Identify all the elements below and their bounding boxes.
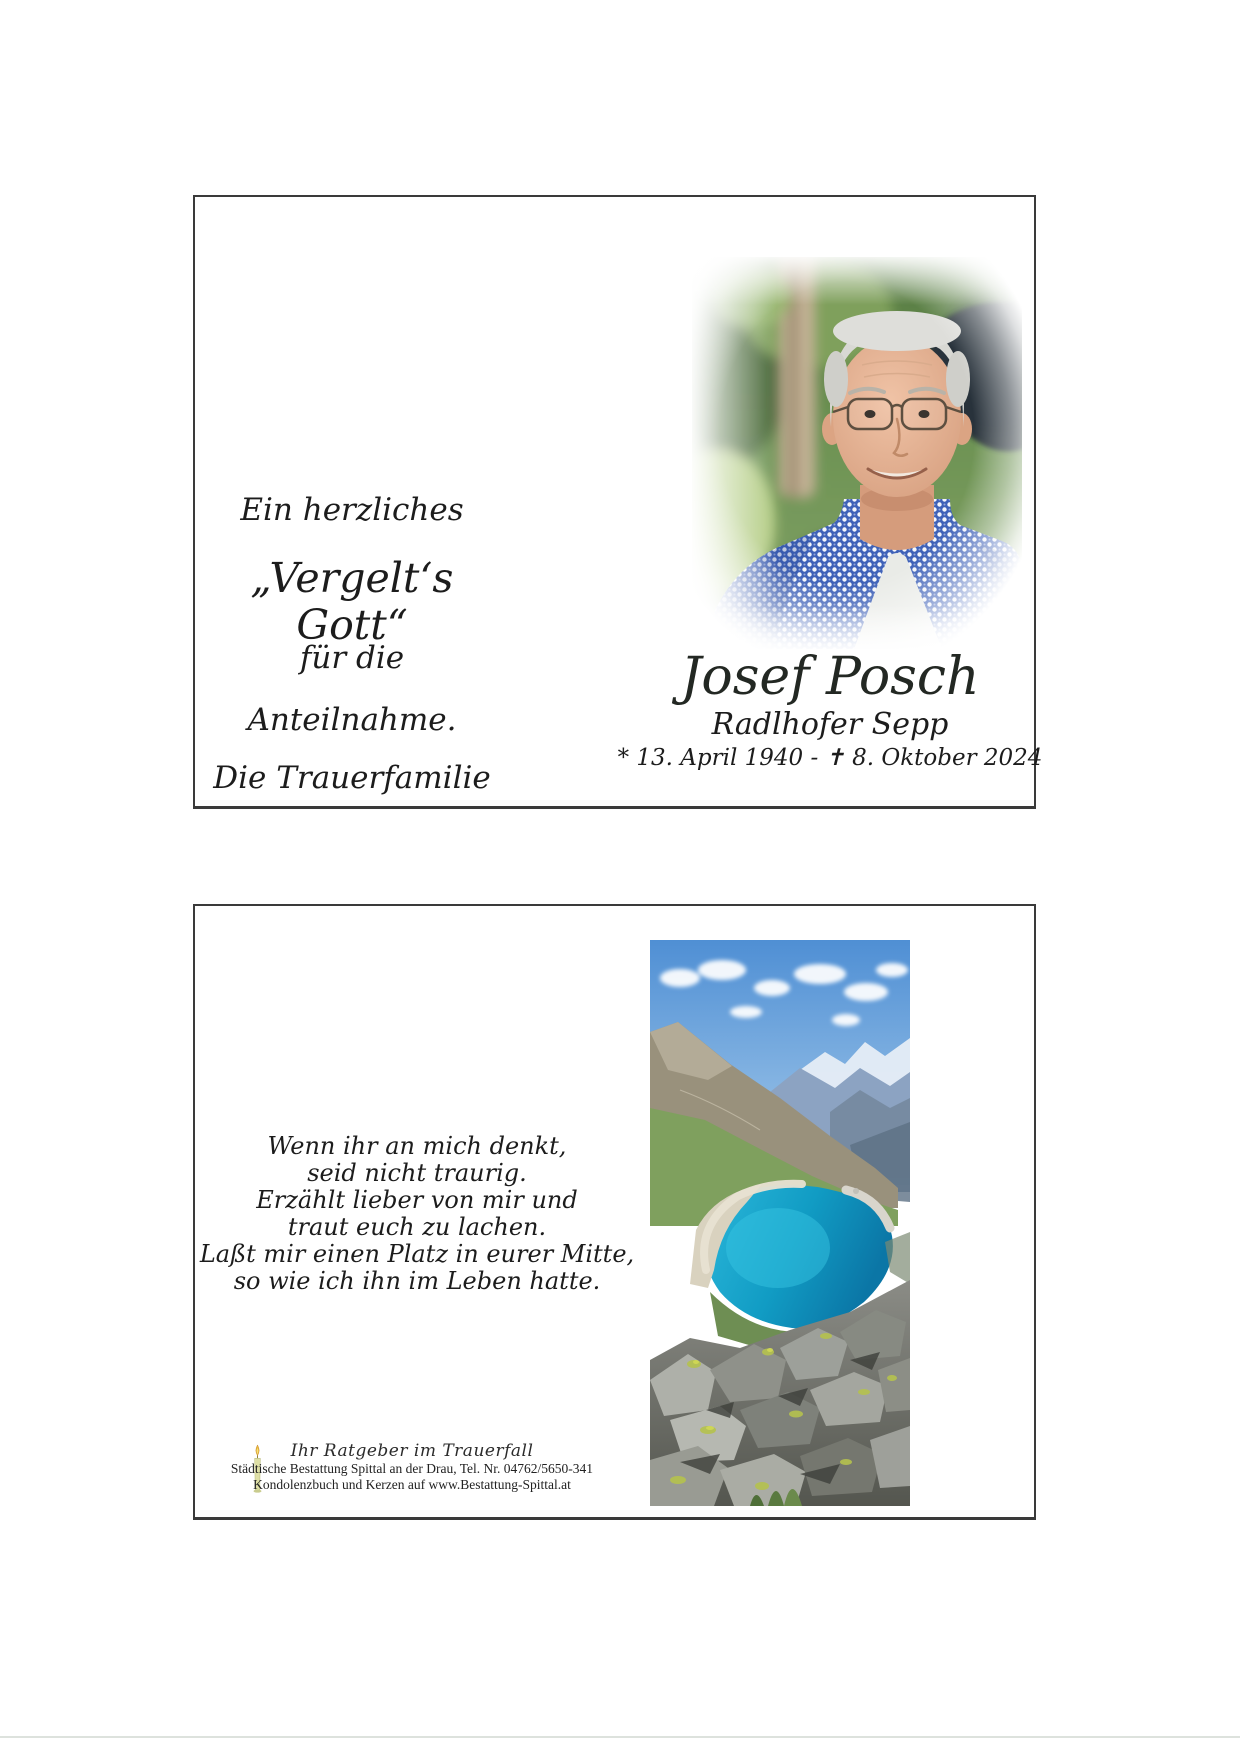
deceased-name: Josef Posch bbox=[680, 647, 980, 707]
funeral-web: Kondolenzbuch und Kerzen auf www.Bestattung-Spittal.at bbox=[253, 1477, 571, 1492]
portrait-photo bbox=[692, 257, 1022, 649]
lake-photo-illustration bbox=[650, 940, 910, 1506]
poem-line: Laßt mir einen Platz in eurer Mitte, bbox=[199, 1240, 635, 1268]
funeral-tagline: Ihr Ratgeber im Trauerfall bbox=[290, 1441, 534, 1461]
thanks-line-5: Die Trauerfamilie bbox=[213, 760, 491, 796]
poem-line: traut euch zu lachen. bbox=[287, 1213, 547, 1241]
funeral-address: Städtische Bestattung Spittal an der Drau, Tel. Nr. 04762/5650-341 bbox=[230, 1461, 594, 1476]
thanks-line-2: „Vergelt‘s Gott“ bbox=[250, 554, 454, 650]
thanks-line-4: Anteilnahme. bbox=[247, 702, 457, 738]
portrait-photo-illustration bbox=[692, 257, 1022, 649]
card-front bbox=[193, 195, 1043, 809]
deceased-block bbox=[612, 647, 1048, 771]
scan-artifact-line bbox=[0, 1736, 1240, 1738]
poem-line: seid nicht traurig. bbox=[307, 1159, 527, 1187]
funeral-home-info bbox=[195, 1442, 629, 1493]
thanks-line-3: für die bbox=[299, 640, 405, 676]
poem-line: Wenn ihr an mich denkt, bbox=[267, 1132, 567, 1160]
poem-line: Erzählt lieber von mir und bbox=[256, 1186, 578, 1214]
card-back bbox=[193, 904, 1036, 1520]
deceased-dates: * 13. April 1940 - ✝ 8. Oktober 2024 bbox=[617, 745, 1043, 771]
poem-line: so wie ich ihn im Leben hatte. bbox=[233, 1267, 601, 1295]
memorial-poem bbox=[195, 1133, 639, 1295]
thanks-line-1: Ein herzliches bbox=[240, 492, 464, 528]
lake-photo bbox=[650, 940, 910, 1506]
deceased-nickname: Radlhofer Sepp bbox=[711, 707, 949, 742]
